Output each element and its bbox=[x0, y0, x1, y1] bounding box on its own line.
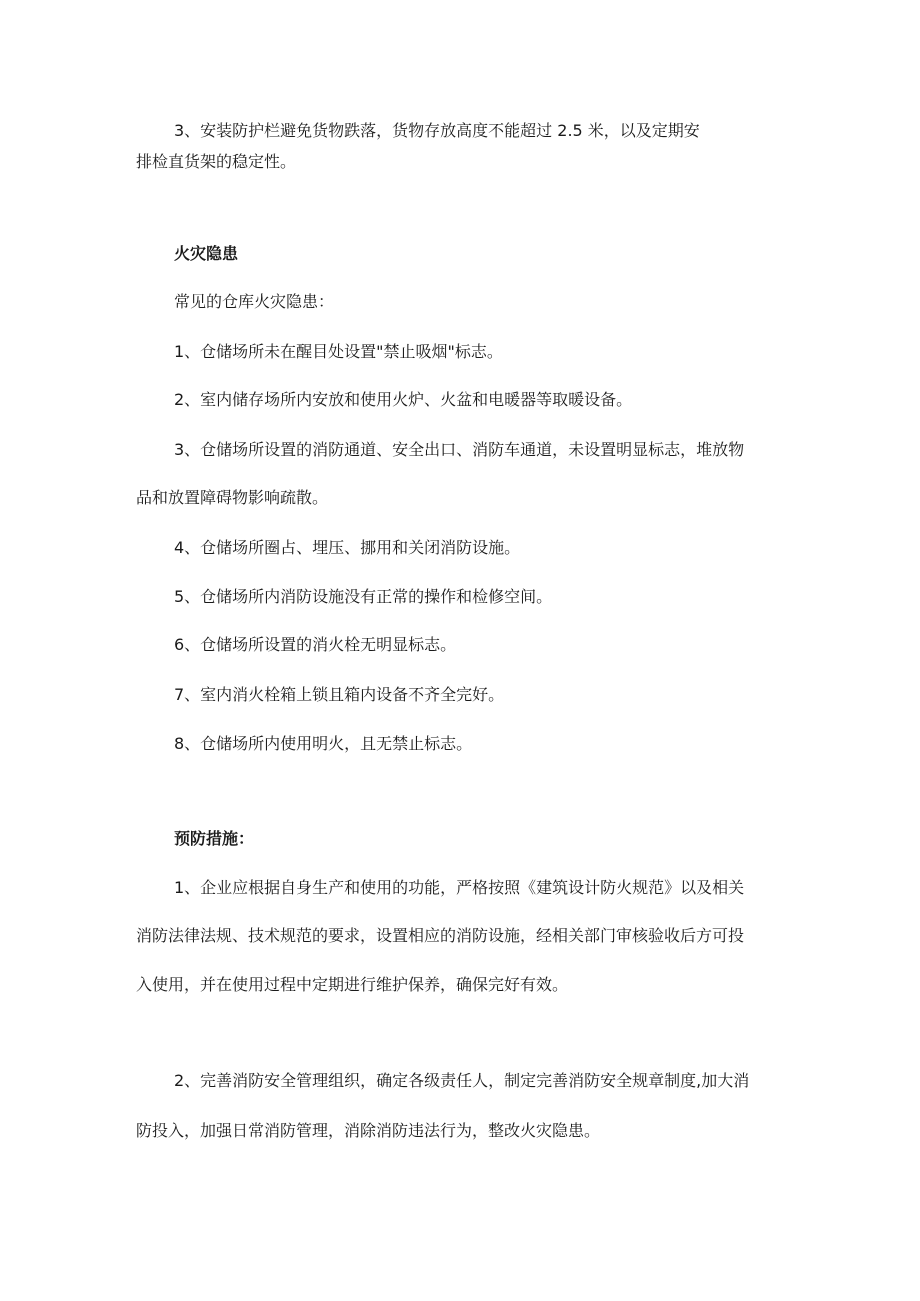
fire-hazards-intro: 常见的仓库火灾隐患： bbox=[174, 292, 335, 311]
fire-hazard-item-3-line-2: 品和放置障碍物影响疏散。 bbox=[136, 488, 329, 507]
fire-hazard-item-1: 1、仓储场所未在醒目处设置"禁止吸烟"标志。 bbox=[174, 342, 503, 361]
fire-hazard-item-2: 2、室内储存场所内安放和使用火炉、火盆和电暖器等取暖设备。 bbox=[174, 390, 633, 409]
fire-hazard-item-6: 6、仓储场所设置的消火栓无明显标志。 bbox=[174, 635, 457, 654]
fire-hazard-item-5: 5、仓储场所内消防设施没有正常的操作和检修空间。 bbox=[174, 587, 553, 606]
prevention-heading: 预防措施： bbox=[174, 829, 255, 848]
fire-hazard-item-4: 4、仓储场所圈占、埋压、挪用和关闭消防设施。 bbox=[174, 538, 521, 557]
warehouse-item-3-line-2: 排检直货架的稳定性。 bbox=[136, 152, 297, 171]
fire-hazard-item-3-line-1: 3、仓储场所设置的消防通道、安全出口、消防车通道，未设置明显标志，堆放物 bbox=[174, 440, 745, 459]
prevention-item-1-line-2: 消防法律法规、技术规范的要求，设置相应的消防设施，经相关部门审核验收后方可投 bbox=[136, 926, 745, 945]
prevention-item-2-line-2: 防投入，加强日常消防管理，消除消防违法行为，整改火灾隐患。 bbox=[136, 1121, 601, 1140]
prevention-item-2-line-1: 2、完善消防安全管理组织，确定各级责任人，制定完善消防安全规章制度,加大消 bbox=[174, 1071, 750, 1090]
prevention-item-1-line-1: 1、企业应根据自身生产和使用的功能，严格按照《建筑设计防火规范》以及相关 bbox=[174, 878, 745, 897]
fire-hazard-item-8: 8、仓储场所内使用明火，且无禁止标志。 bbox=[174, 734, 473, 753]
fire-hazard-item-7: 7、室内消火栓箱上锁且箱内设备不齐全完好。 bbox=[174, 685, 505, 704]
warehouse-item-3-line-1: 3、安装防护栏避免货物跌落，货物存放高度不能超过 2.5 米，以及定期安 bbox=[174, 121, 700, 140]
fire-hazards-heading: 火灾隐患 bbox=[174, 244, 239, 263]
prevention-item-1-line-3: 入使用，并在使用过程中定期进行维护保养，确保完好有效。 bbox=[136, 975, 569, 994]
